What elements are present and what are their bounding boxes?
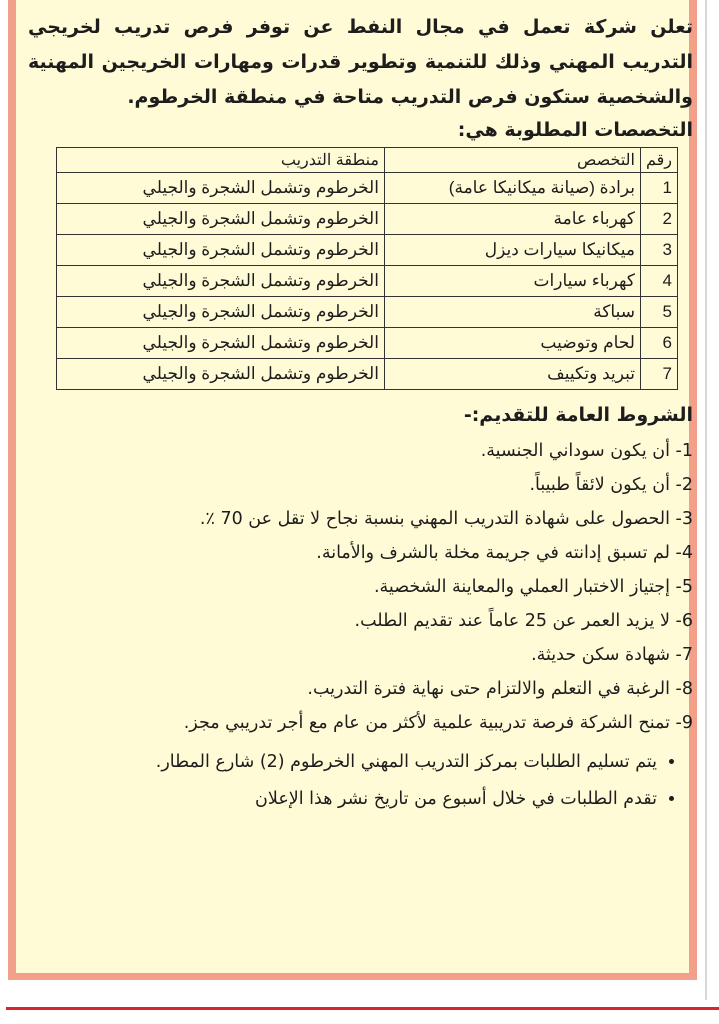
table-row — [57, 359, 678, 390]
conditions-heading: الشروط العامة للتقديم:- — [463, 404, 693, 426]
table-row — [57, 297, 678, 328]
cell-number: 1 — [640, 173, 677, 204]
cell-number: 7 — [640, 359, 677, 390]
condition-item: 7- شهادة سكن حديثة. — [531, 645, 693, 665]
announcement-content — [28, 10, 693, 818]
cell-number: 2 — [640, 204, 677, 235]
cell-specialty: سباكة — [384, 297, 640, 328]
cell-specialty: تبريد وتكييف — [384, 359, 640, 390]
note-item: • يتم تسليم الطلبات بمركز التدريب المهني الخرطوم (2) شارع المطار. — [28, 744, 657, 781]
page-edge — [705, 0, 707, 1000]
header-specialty: التخصص — [384, 148, 640, 173]
cell-number: 5 — [640, 297, 677, 328]
cell-specialty: كهرباء سيارات — [384, 266, 640, 297]
cell-number: 6 — [640, 328, 677, 359]
specialties-table — [56, 147, 678, 390]
table-row — [57, 173, 678, 204]
cell-area: الخرطوم وتشمل الشجرة والجيلي — [57, 266, 385, 297]
cell-area: الخرطوم وتشمل الشجرة والجيلي — [57, 173, 385, 204]
table-row — [57, 266, 678, 297]
red-divider — [6, 1007, 719, 1010]
note-item: • تقدم الطلبات في خلال أسبوع من تاريخ نشر هذا الإعلان — [28, 781, 657, 818]
notes-list — [28, 744, 693, 818]
cell-specialty: كهرباء عامة — [384, 204, 640, 235]
cell-number: 3 — [640, 235, 677, 266]
cell-area: الخرطوم وتشمل الشجرة والجيلي — [57, 235, 385, 266]
header-area: منطقة التدريب — [57, 148, 385, 173]
table-header-row — [57, 148, 678, 173]
condition-item: 2- أن يكون لائقاً طبيباً. — [529, 475, 693, 495]
conditions-list — [28, 434, 693, 740]
cell-specialty: ميكانيكا سيارات ديزل — [384, 235, 640, 266]
cell-area: الخرطوم وتشمل الشجرة والجيلي — [57, 204, 385, 235]
cell-area: الخرطوم وتشمل الشجرة والجيلي — [57, 359, 385, 390]
header-number: رقم — [640, 148, 677, 173]
table-row — [57, 204, 678, 235]
intro-paragraph: تعلن شركة تعمل في مجال النفط عن توفر فرص تدريب لخريجي التدريب المهني وذلك للتنمية وتطوير قدرات ومهارات الخريجين المهنية والشخصية ستكون فرص التدريب متاحة في منطقة الخرطوم. — [28, 16, 693, 108]
condition-item: 6- لا يزيد العمر عن 25 عاماً عند تقديم الطلب. — [354, 611, 693, 631]
specialties-heading: التخصصات المطلوبة هي: — [457, 119, 693, 141]
cell-area: الخرطوم وتشمل الشجرة والجيلي — [57, 297, 385, 328]
condition-item: 5- إجتياز الاختبار العملي والمعاينة الشخصية. — [373, 577, 693, 597]
condition-item: 4- لم تسبق إدانته في جريمة مخلة بالشرف والأمانة. — [316, 543, 693, 563]
table-row — [57, 235, 678, 266]
cell-area: الخرطوم وتشمل الشجرة والجيلي — [57, 328, 385, 359]
condition-item: 1- أن يكون سوداني الجنسية. — [480, 441, 693, 461]
table-row — [57, 328, 678, 359]
condition-item: 8- الرغبة في التعلم والالتزام حتى نهاية فترة التدريب. — [307, 679, 693, 699]
condition-item: 9- تمنح الشركة فرصة تدريبية علمية لأكثر من عام مع أجر تدريبي مجز. — [183, 713, 693, 733]
cell-number: 4 — [640, 266, 677, 297]
condition-item: 3- الحصول على شهادة التدريب المهني بنسبة نجاح لا تقل عن 70 ٪. — [199, 509, 693, 529]
cell-specialty: لحام وتوضيب — [384, 328, 640, 359]
cell-specialty: برادة (صيانة ميكانيكا عامة) — [384, 173, 640, 204]
